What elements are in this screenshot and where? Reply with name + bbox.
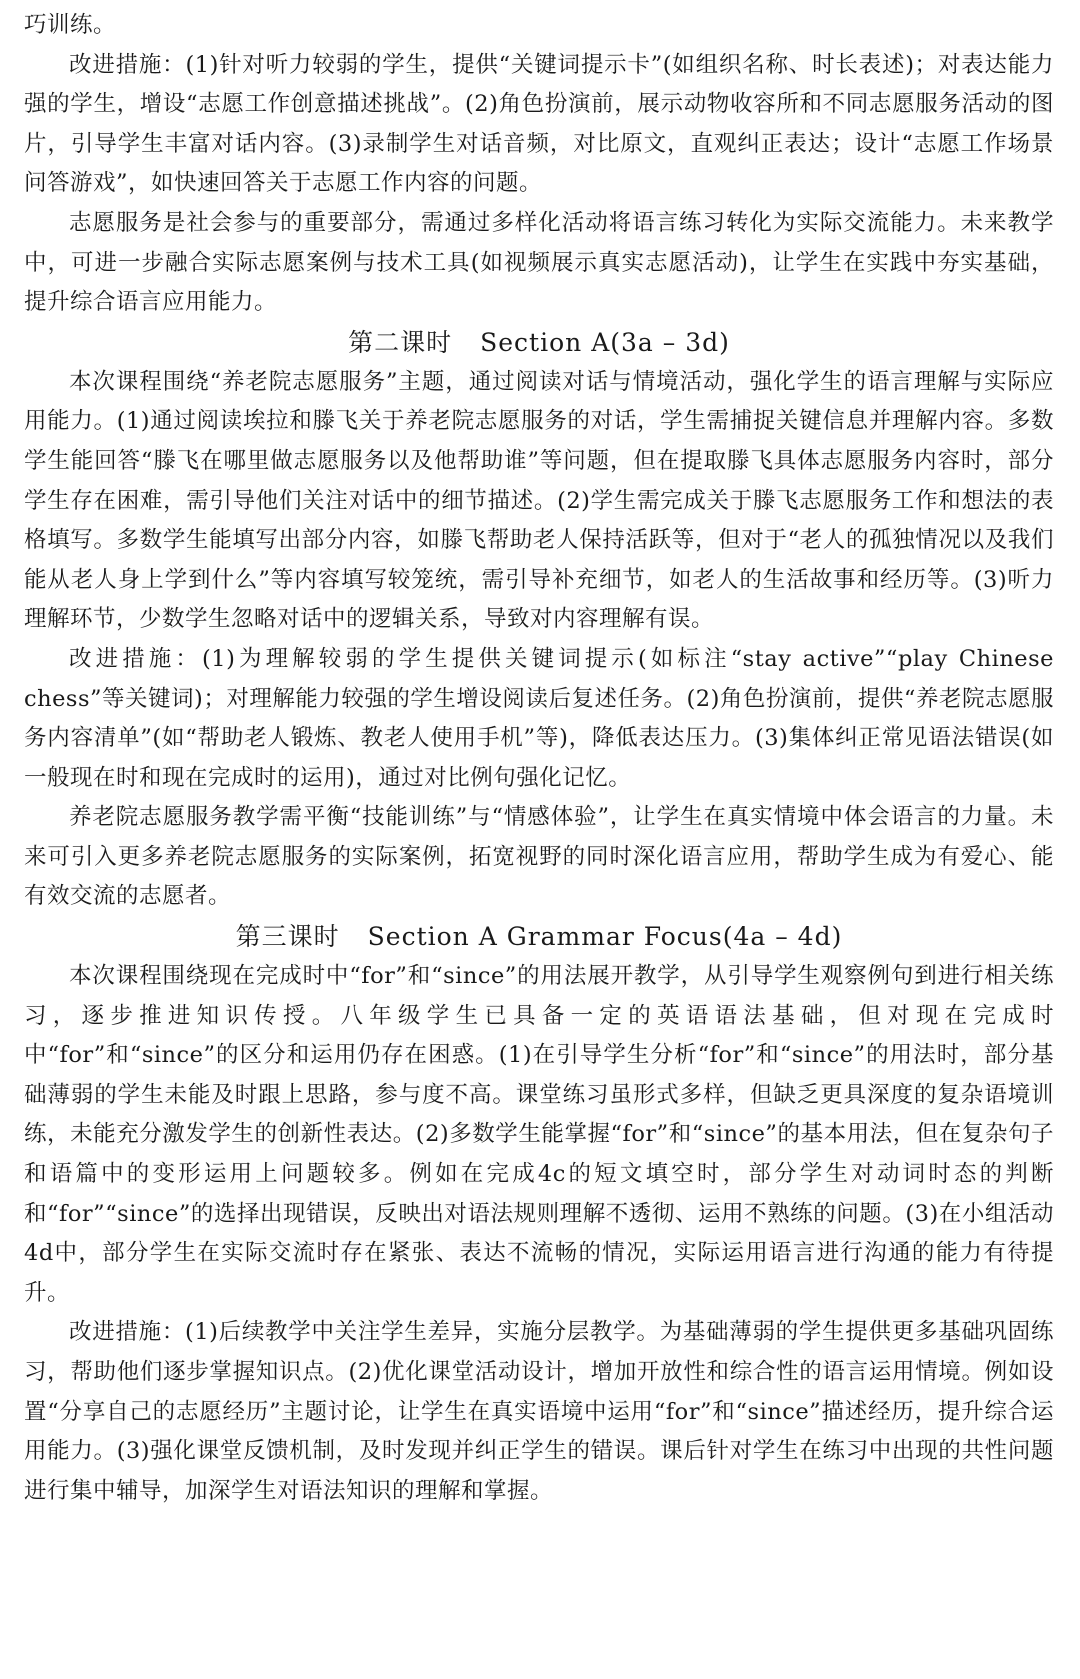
lesson1-summary: 志愿服务是社会参与的重要部分，需通过多样化活动将语言练习转化为实际交流能力。未来教学中，可进一步融合实际志愿案例与技术工具(如视频展示真实志愿活动)，让学生在实践中夯实基础，提升综合语言应用能力。 xyxy=(24,209,1054,316)
lesson3-title: 第三课时 xyxy=(235,922,340,952)
lesson3-section: Section A Grammar Focus(4a – 4d) xyxy=(367,922,843,952)
lesson2-heading xyxy=(24,323,1054,363)
lesson2-analysis: 本次课程围绕“养老院志愿服务”主题，通过阅读对话与情境活动，强化学生的语言理解与实际应用能力。(1)通过阅读埃拉和滕飞关于养老院志愿服务的对话，学生需捕捉关键信息并理解内容。多数学生能回答“滕飞在哪里做志愿服务以及他帮助谁”等问题，但在提取滕飞具体志愿服务内容时，部分学生存在困难，需引导他们关注对话中的细节描述。(2)学生需完成关于滕飞志愿服务工作和想法的表格填写。多数学生能填写出部分内容，如滕飞帮助老人保持活跃等，但对于“老人的孤独情况以及我们能从老人身上学到什么”等内容填写较笼统，需引导补充细节，如老人的生活故事和经历等。(3)听力理解环节，少数学生忽略对话中的逻辑关系，导致对内容理解有误。 xyxy=(24,368,1054,633)
lesson2-section: Section A(3a – 3d) xyxy=(480,327,730,357)
lesson3-heading xyxy=(24,917,1054,957)
lesson2-summary: 养老院志愿服务教学需平衡“技能训练”与“情感体验”，让学生在真实情境中体会语言的力量。未来可引入更多养老院志愿服务的实际案例，拓宽视野的同时深化语言应用，帮助学生成为有爱心、能有效交流的志愿者。 xyxy=(24,804,1054,910)
lesson3-analysis: 本次课程围绕现在完成时中“for”和“since”的用法展开教学，从引导学生观察例句到进行相关练习，逐步推进知识传授。八年级学生已具备一定的英语语法基础，但对现在完成时中“for”和“since”的区分和运用仍存在困惑。(1)在引导学生分析“for”和“since”的用法时，部分基础薄弱的学生未能及时跟上思路，参与度不高。课堂练习虽形式多样，但缺乏更具深度的复杂语境训练，未能充分激发学生的创新性表达。(2)多数学生能掌握“for”和“since”的基本用法，但在复杂句子和语篇中的变形运用上问题较多。例如在完成4c的短文填空时，部分学生对动词时态的判断和“for”“since”的选择出现错误，反映出对语法规则理解不透彻、运用不熟练的问题。(3)在小组活动4d中，部分学生在实际交流时存在紧张、表达不流畅的情况，实际运用语言进行沟通的能力有待提升。 xyxy=(24,963,1054,1306)
lesson1-improvement: 改进措施：(1)针对听力较弱的学生，提供“关键词提示卡”(如组织名称、时长表述)；对表达能力强的学生，增设“志愿工作创意描述挑战”。(2)角色扮演前，展示动物收容所和不同志愿服务活动的图片，引导学生丰富对话内容。(3)录制学生对话音频，对比原文，直观纠正表达；设计“志愿工作场景问答游戏”，如快速回答关于志愿工作内容的问题。 xyxy=(24,51,1054,197)
page-number: 102 xyxy=(448,1580,630,1679)
lesson2-improvement: 改进措施：(1)为理解较弱的学生提供关键词提示(如标注“stay active”“play Chinese chess”等关键词)；对理解能力较强的学生增设阅读后复述任务。(2)角色扮演前，提供“养老院志愿服务内容清单”(如“帮助老人锻炼、教老人使用手机”等)，降低表达压力。(3)集体纠正常见语法错误(如一般现在时和现在完成时的运用)，通过对比例句强化记忆。 xyxy=(24,645,1054,791)
lesson3-improvement: 改进措施：(1)后续教学中关注学生差异，实施分层教学。为基础薄弱的学生提供更多基础巩固练习，帮助他们逐步掌握知识点。(2)优化课堂活动设计，增加开放性和综合性的语言运用情境。例如设置“分享自己的志愿经历”主题讨论，让学生在真实语境中运用“for”和“since”描述经历，提升综合运用能力。(3)强化课堂反馈机制，及时发现并纠正学生的错误。课后针对学生在练习中出现的共性问题进行集中辅导，加深学生对语法知识的理解和掌握。 xyxy=(24,1319,1054,1504)
document-page xyxy=(24,6,1054,1511)
lesson2-title: 第二课时 xyxy=(348,327,453,357)
top-continuation: 巧训练。 xyxy=(24,12,117,38)
